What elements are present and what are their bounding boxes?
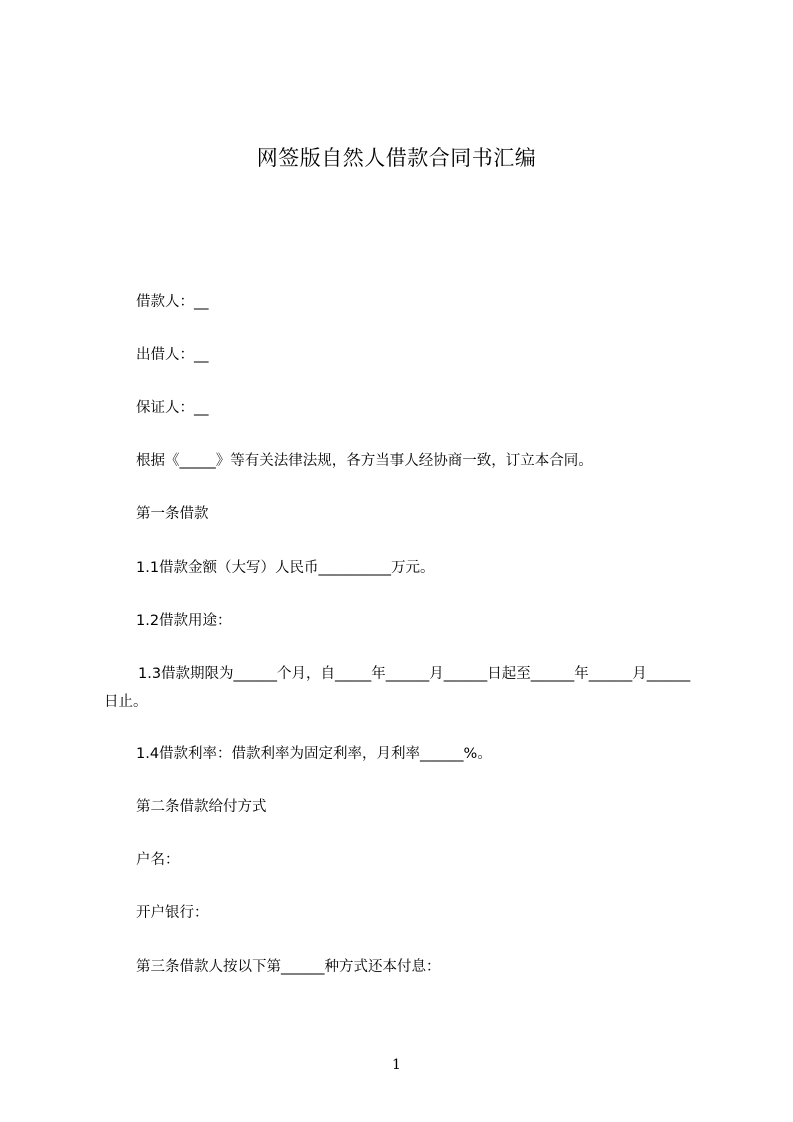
account-name-line: 户名：	[136, 852, 180, 868]
clause-1-3: 1.3借款期限为______个月，自_____年______月______日起至______年______月______日止。	[104, 666, 691, 710]
clause-1-4: 1.4借款利率：借款利率为固定利率，月利率______%。	[136, 746, 492, 762]
page-number: 1	[392, 1057, 401, 1073]
bank-line: 开户银行：	[136, 905, 209, 921]
guarantor-line: 保证人：__	[136, 400, 209, 416]
clause-1-1: 1.1借款金额（大写）人民币__________万元。	[136, 560, 435, 576]
lender-line: 出借人：__	[136, 347, 209, 363]
document-title: 网签版自然人借款合同书汇编	[256, 146, 537, 170]
clause-1-2: 1.2借款用途：	[136, 613, 232, 629]
article-3-heading: 第三条借款人按以下第______种方式还本付息：	[136, 959, 441, 975]
article-1-heading: 第一条借款	[136, 506, 209, 522]
borrower-line: 借款人：__	[136, 294, 209, 310]
article-2-heading: 第二条借款给付方式	[136, 799, 267, 815]
preamble-paragraph: 根据《_____》等有关法律法规，各方当事人经协商一致，订立本合同。	[136, 453, 593, 469]
